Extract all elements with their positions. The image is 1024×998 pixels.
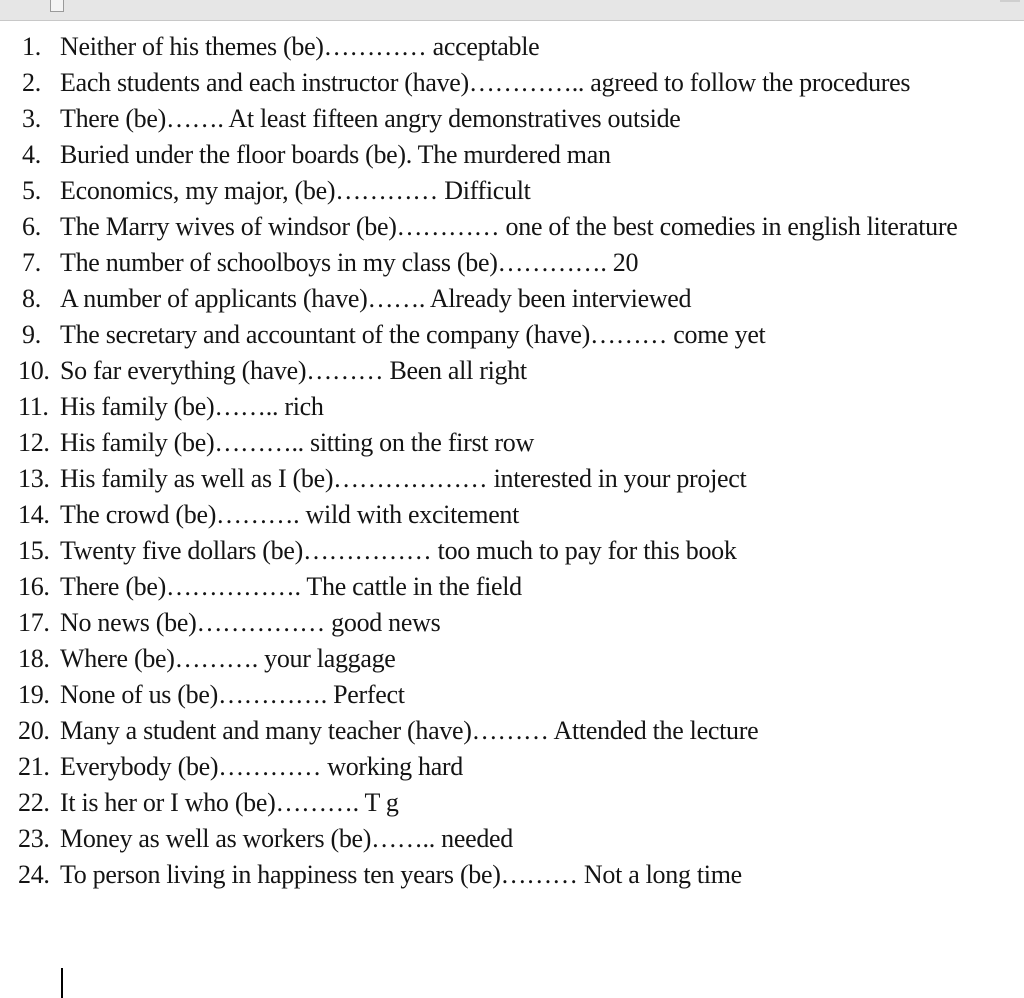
- item-number: 7.: [22, 248, 41, 277]
- item-text: The crowd (be)………. wild with excitement: [60, 500, 520, 529]
- item-text: Everybody (be)………… working hard: [60, 752, 463, 781]
- item-number: 2.: [22, 68, 41, 97]
- item-number: 16.: [18, 572, 50, 601]
- item-text: Many a student and many teacher (have)……… Attended the lecture: [60, 716, 759, 745]
- item-text: Economics, my major, (be)………… Difficult: [60, 176, 531, 205]
- list-item: [0, 641, 1010, 677]
- item-text: A number of applicants (have)……. Already been interviewed: [60, 284, 692, 313]
- item-text: Twenty five dollars (be)…………… too much to pay for this book: [60, 536, 737, 565]
- item-number: 15.: [18, 536, 50, 565]
- item-text: Each students and each instructor (have)………….. agreed to follow the procedures: [60, 68, 911, 97]
- item-text: No news (be)…………… good news: [60, 608, 441, 637]
- item-text: The Marry wives of windsor (be)………… one of the best comedies in english literature: [60, 212, 958, 241]
- list-item: [0, 173, 1010, 209]
- item-number: 23.: [18, 824, 50, 853]
- list-item: [0, 65, 1010, 101]
- item-number: 1.: [22, 32, 41, 61]
- document-page[interactable]: [0, 21, 1024, 998]
- list-item: [0, 677, 1010, 713]
- list-item: [0, 821, 1010, 857]
- item-text: There (be)……………. The cattle in the field: [60, 572, 522, 601]
- item-text: Buried under the floor boards (be). The murdered man: [60, 140, 611, 169]
- item-number: 13.: [18, 464, 50, 493]
- item-text: His family (be)…….. rich: [60, 392, 324, 421]
- item-number: 5.: [22, 176, 41, 205]
- item-text: To person living in happiness ten years (be)……… Not a long time: [60, 860, 742, 889]
- list-item: [0, 353, 1010, 389]
- item-text: His family (be)……….. sitting on the first row: [60, 428, 534, 457]
- item-number: 11.: [18, 392, 49, 421]
- window-corner-box-icon: [50, 0, 64, 12]
- item-text: So far everything (have)……… Been all right: [60, 356, 527, 385]
- item-number: 20.: [18, 716, 50, 745]
- window-top-bar: [0, 0, 1024, 21]
- list-item: [0, 101, 1010, 137]
- list-item: [0, 569, 1010, 605]
- list-item: [0, 209, 1010, 245]
- list-item: [0, 425, 1010, 461]
- list-item: [0, 713, 1010, 749]
- item-number: 6.: [22, 212, 41, 241]
- item-number: 19.: [18, 680, 50, 709]
- item-number: 21.: [18, 752, 50, 781]
- item-text: None of us (be)…………. Perfect: [60, 680, 405, 709]
- item-text: Where (be)………. your laggage: [60, 644, 396, 673]
- list-item: [0, 857, 1010, 893]
- item-text: It is her or I who (be)………. T g: [60, 788, 399, 817]
- list-item: [0, 29, 1010, 65]
- list-item: [0, 785, 1010, 821]
- item-number: 12.: [18, 428, 50, 457]
- window-right-mark: [1000, 0, 1020, 2]
- list-item: [0, 137, 1010, 173]
- item-number: 3.: [22, 104, 41, 133]
- list-item: [0, 605, 1010, 641]
- list-item: [0, 533, 1010, 569]
- list-item: [0, 281, 1010, 317]
- list-item: [0, 389, 1010, 425]
- item-text: Money as well as workers (be)…….. needed: [60, 824, 513, 853]
- list-item: [0, 245, 1010, 281]
- item-number: 24.: [18, 860, 50, 889]
- item-text: The number of schoolboys in my class (be)…………. 20: [60, 248, 639, 277]
- exercise-list: [0, 29, 1010, 893]
- item-text: His family as well as I (be)……………… interested in your project: [60, 464, 747, 493]
- item-text: There (be)……. At least fifteen angry demonstratives outside: [60, 104, 681, 133]
- item-number: 10.: [18, 356, 50, 385]
- list-item: [0, 749, 1010, 785]
- item-number: 8.: [22, 284, 41, 313]
- list-item: [0, 317, 1010, 353]
- list-item: [0, 497, 1010, 533]
- item-number: 17.: [18, 608, 50, 637]
- text-cursor: [61, 968, 63, 998]
- item-number: 4.: [22, 140, 41, 169]
- item-number: 14.: [18, 500, 50, 529]
- item-text: The secretary and accountant of the company (have)……… come yet: [60, 320, 766, 349]
- list-item: [0, 461, 1010, 497]
- item-number: 18.: [18, 644, 50, 673]
- item-text: Neither of his themes (be)………… acceptable: [60, 32, 540, 61]
- item-number: 22.: [18, 788, 50, 817]
- item-number: 9.: [22, 320, 41, 349]
